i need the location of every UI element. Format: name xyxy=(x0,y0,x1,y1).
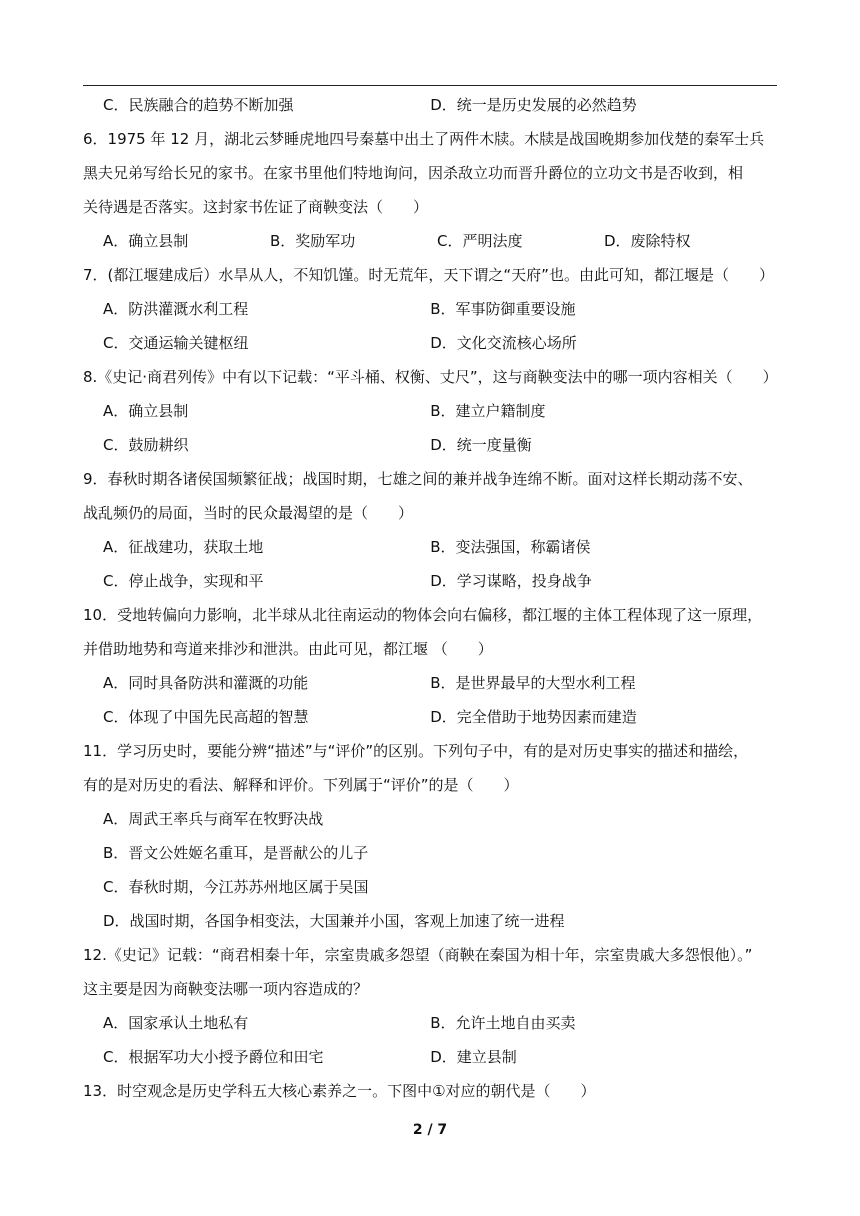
option-b: B．建立户籍制度 xyxy=(430,402,546,420)
option-c: C．停止战争，实现和平 xyxy=(103,572,264,590)
option-c: C．民族融合的趋势不断加强 xyxy=(103,96,294,114)
option-a: A．确立县制 xyxy=(103,232,189,250)
option-b: B．奖励军功 xyxy=(270,232,356,250)
question-text: 9．春秋时期各诸侯国频繁征战；战国时期，七雄之间的兼并战争连绵不断。面对这样长期动荡不安、 xyxy=(83,470,753,488)
question-text: 12.《史记》记载：“商君相秦十年，宗室贵戚多怨望（商鞅在秦国为相十年，宗室贵戚大多怨恨他）。” xyxy=(83,946,753,964)
option-a: A．周武王率兵与商军在牧野决战 xyxy=(103,810,324,828)
option-a: A．防洪灌溉水利工程 xyxy=(103,300,249,318)
option-b: B．晋文公姓姬名重耳，是晋献公的儿子 xyxy=(103,844,369,862)
option-d: D．统一是历史发展的必然趋势 xyxy=(430,96,637,114)
question-content xyxy=(83,88,777,1108)
option-d: D．统一度量衡 xyxy=(430,436,532,454)
question-7 xyxy=(83,258,777,360)
option-b: B．允许土地自由买卖 xyxy=(430,1014,576,1032)
question-text: 黑夫兄弟写给长兄的家书。在家书里他们特地询问，因杀敌立功而晋升爵位的立功文书是否收到，相 xyxy=(83,164,744,182)
option-d: D．战国时期，各国争相变法，大国兼并小国，客观上加速了统一进程 xyxy=(103,912,565,930)
option-c: C．根据军功大小授予爵位和田宅 xyxy=(103,1048,324,1066)
question-options xyxy=(83,394,777,428)
question-options xyxy=(83,292,777,326)
question-options xyxy=(83,428,777,462)
option-d: D．完全借助于地势因素而建造 xyxy=(430,708,637,726)
option-c: C．严明法度 xyxy=(437,232,523,250)
question-options xyxy=(83,666,777,700)
page-number: 2 / 7 xyxy=(412,1122,448,1138)
option-a: A．征战建功，获取土地 xyxy=(103,538,264,556)
option-a: A．确立县制 xyxy=(103,402,189,420)
question-9 xyxy=(83,462,777,598)
question-options xyxy=(83,326,777,360)
header-rule xyxy=(83,85,777,86)
question-text: 战乱频仍的局面，当时的民众最渴望的是（ ） xyxy=(83,504,414,522)
question-text: 关待遇是否落实。这封家书佐证了商鞅变法（ ） xyxy=(83,198,429,216)
option-c: C．体现了中国先民高超的智慧 xyxy=(103,708,309,726)
question-text: 7．(都江堰建成后）水旱从人，不知饥馑。时无荒年，天下谓之“天府”也。由此可知，都江堰是（ ） xyxy=(83,266,774,284)
question-text: 11．学习历史时，要能分辨“描述”与“评价”的区别。下列句子中，有的是对历史事实的描述和描绘， xyxy=(83,742,749,760)
option-c: C．鼓励耕织 xyxy=(103,436,189,454)
prev-question-options xyxy=(83,88,777,122)
question-11 xyxy=(83,734,777,938)
option-d: D．废除特权 xyxy=(604,232,691,250)
option-a: A．国家承认土地私有 xyxy=(103,1014,249,1032)
question-text: 6．1975 年 12 月，湖北云梦睡虎地四号秦墓中出土了两件木牍。木牍是战国晚期参加伐楚的秦军士兵 xyxy=(83,130,765,148)
question-text: 有的是对历史的看法、解释和评价。下列属于“评价”的是（ ） xyxy=(83,776,519,794)
question-options xyxy=(83,564,777,598)
question-text: 13．时空观念是历史学科五大核心素养之一。下图中①对应的朝代是（ ） xyxy=(83,1082,596,1100)
option-d: D．文化交流核心场所 xyxy=(430,334,577,352)
question-text: 10．受地转偏向力影响，北半球从北往南运动的物体会向右偏移，都江堰的主体工程体现了这一原理， xyxy=(83,606,763,624)
question-options xyxy=(83,530,777,564)
option-c: C．春秋时期，今江苏苏州地区属于吴国 xyxy=(103,878,369,896)
option-b: B．是世界最早的大型水利工程 xyxy=(430,674,636,692)
question-text: 并借助地势和弯道来排沙和泄洪。由此可见，都江堰 （ ） xyxy=(83,640,493,658)
option-c: C．交通运输关键枢纽 xyxy=(103,334,249,352)
option-b: B．军事防御重要设施 xyxy=(430,300,576,318)
question-options xyxy=(83,700,777,734)
question-6 xyxy=(83,122,777,258)
question-options xyxy=(83,224,777,258)
question-8 xyxy=(83,360,777,462)
option-b: B．变法强国，称霸诸侯 xyxy=(430,538,591,556)
option-d: D．建立县制 xyxy=(430,1048,517,1066)
question-13 xyxy=(83,1074,777,1108)
option-a: A．同时具备防洪和灌溉的功能 xyxy=(103,674,309,692)
question-options xyxy=(83,1040,777,1074)
option-d: D．学习谋略，投身战争 xyxy=(430,572,592,590)
question-12 xyxy=(83,938,777,1074)
question-options xyxy=(83,1006,777,1040)
question-text: 这主要是因为商鞅变法哪一项内容造成的？ xyxy=(83,980,369,998)
question-10 xyxy=(83,598,777,734)
question-text: 8.《史记·商君列传》中有以下记载：“平斗桶、权衡、丈尺”，这与商鞅变法中的哪一项内容相关（ ） xyxy=(83,368,778,386)
